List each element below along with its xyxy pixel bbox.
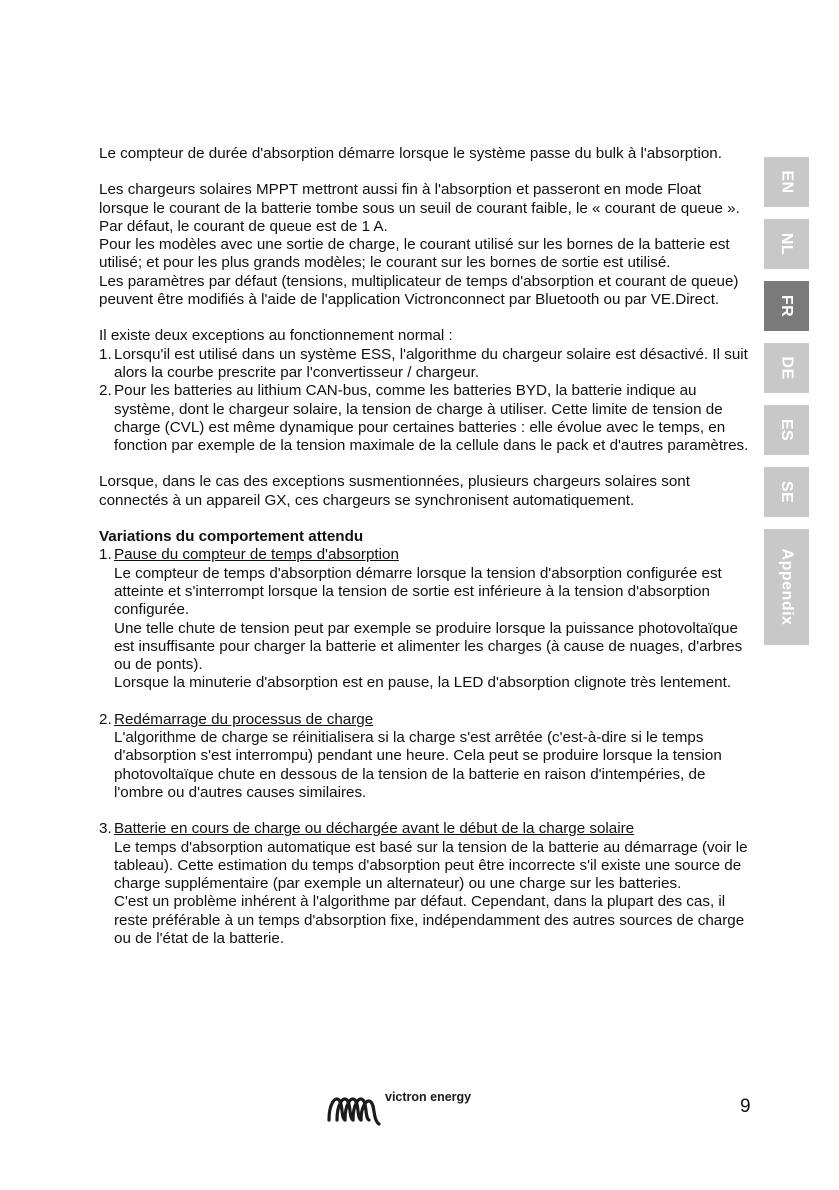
section-heading: Variations du comportement attendu <box>99 528 364 546</box>
list-item: 1. Pause du compteur de temps d'absorption Le compteur de temps d'absorption démarre lorsque la tension d'absorption configurée est atteinte et s'interrompt lorsque la tension de sortie est inférieure à la tension d'absorption configurée. Une telle chute de tension peut par exemple se produire lorsque la puissance photovoltaïque est insuffisante pour charger la batterie et alimenter les charges (à cause de nuages, d'arbres ou de ponts). Lorsque la minuterie d'absorption est en pause, la LED d'absorption clignote très lentement. <box>99 546 751 692</box>
page-number: 9 <box>740 1096 751 1117</box>
document-body <box>99 145 751 948</box>
logo-text: victron energy <box>385 1090 472 1104</box>
item-paragraph: L'algorithme de charge se réinitialisera si la charge s'est arrêtée (c'est-à-dire si le temps d'absorption s'est interrompu) pendant une heure. Cela peut se produire lorsque la tension photovoltaïque chute en dessous de la tension de la batterie en raison d'intempéries, de l'ombre ou d'autres causes similaires. <box>114 729 722 801</box>
victron-logo-icon <box>325 1090 383 1130</box>
tab-de[interactable]: DE <box>764 343 809 393</box>
list-item: 2. Pour les batteries au lithium CAN-bus, comme les batteries BYD, la batterie indique au système, dont le chargeur solaire, la tension de charge à utiliser. Cette limite de tension de charge (CVL) est même dynamique pour certaines batteries : elle évolue avec le temps, en fonction par exemple de la tension maximale de la cellule dans le pack et d'autres paramètres. <box>99 382 749 455</box>
tab-en[interactable]: EN <box>764 157 809 207</box>
item-title: Batterie en cours de charge ou déchargée avant le début de la charge solaire <box>114 820 635 838</box>
paragraph: Les chargeurs solaires MPPT mettront aussi fin à l'absorption et passeront en mode Float lorsque le courant de la batterie tombe sous un seuil de courant faible, le « courant de queue ». <box>99 181 740 217</box>
item-paragraph: Une telle chute de tension peut par exemple se produire lorsque la puissance photovoltaïque est insuffisante pour charger la batterie et alimenter les charges (à cause de nuages, d'arbres ou de ponts). <box>114 619 743 674</box>
paragraph: Le compteur de durée d'absorption démarre lorsque le système passe du bulk à l'absorption. <box>99 145 722 162</box>
item-paragraph: Le compteur de temps d'absorption démarre lorsque la tension d'absorption configurée est atteinte et s'interrompt lorsque la tension de sortie est inférieure à la tension d'absorption configurée. <box>114 564 722 619</box>
list-item: 2. Redémarrage du processus de charge L'algorithme de charge se réinitialisera si la charge s'est arrêtée (c'est-à-dire si le temps d'absorption s'est interrompu) pendant une heure. Cela peut se produire lorsque la tension photovoltaïque chute en dessous de la tension de la batterie en raison d'intempéries, de l'ombre ou d'autres causes similaires. <box>99 711 751 802</box>
paragraph: Les paramètres par défaut (tensions, multiplicateur de temps d'absorption et courant de queue) peuvent être modifiés à l'aide de l'application Victronconnect par Bluetooth ou par VE.Direct. <box>99 272 739 309</box>
paragraph: Par défaut, le courant de queue est de 1 A. <box>99 217 388 235</box>
tab-appendix[interactable]: Appendix <box>764 529 809 645</box>
paragraph: Pour les modèles avec une sortie de charge, le courant utilisé sur les bornes de la batterie est utilisé; et pour les plus grands modèles; le courant sur les bornes de sortie est utilisé. <box>99 236 730 272</box>
paragraph: Lorsque, dans le cas des exceptions susmentionnées, plusieurs chargeurs solaires sont connectés à un appareil GX, ces chargeurs se synchronisent automatiquement. <box>99 473 690 509</box>
item-paragraph: Le temps d'absorption automatique est basé sur la tension de la batterie au démarrage (voir le tableau). Cette estimation du temps d'absorption peut être incorrecte s'il existe une source de charge supplémentaire (par exemple un alternateur) ou une charge sur les batteries. <box>114 838 748 893</box>
tab-se[interactable]: SE <box>764 467 809 517</box>
exceptions-list <box>99 346 751 456</box>
variations-list <box>99 546 751 948</box>
list-item: 1. Lorsqu'il est utilisé dans un système ESS, l'algorithme du chargeur solaire est désactivé. Il suit alors la courbe prescrite par l'convertisseur / chargeur. <box>99 345 748 381</box>
paragraph: Il existe deux exceptions au fonctionnement normal : <box>99 327 453 345</box>
item-paragraph: C'est un problème inhérent à l'algorithme par défaut. Cependant, dans la plupart des cas, il reste préférable à un temps d'absorption fixe, indépendamment des autres sources de charge ou de l'état de la batterie. <box>114 893 745 947</box>
item-paragraph: Lorsque la minuterie d'absorption est en pause, la LED d'absorption clignote très lentement. <box>114 674 732 692</box>
tab-nl[interactable]: NL <box>764 219 809 269</box>
tab-es[interactable]: ES <box>764 405 809 455</box>
victron-energy-logo <box>325 1090 495 1130</box>
item-title: Pause du compteur de temps d'absorption <box>114 546 399 564</box>
item-title: Redémarrage du processus de charge <box>114 710 374 728</box>
list-item: 3. Batterie en cours de charge ou déchargée avant le début de la charge solaire Le temps d'absorption automatique est basé sur la tension de la batterie au démarrage (voir le tableau). Cette estimation du temps d'absorption peut être incorrecte s'il existe une source de charge supplémentaire (par exemple un alternateur) ou une charge sur les batteries. C'est un problème inhérent à l'algorithme par défaut. Cependant, dans la plupart des cas, il reste préférable à un temps d'absorption fixe, indépendamment des autres sources de charge ou de l'état de la batterie. <box>99 820 751 948</box>
tab-fr[interactable]: FR <box>764 281 809 331</box>
